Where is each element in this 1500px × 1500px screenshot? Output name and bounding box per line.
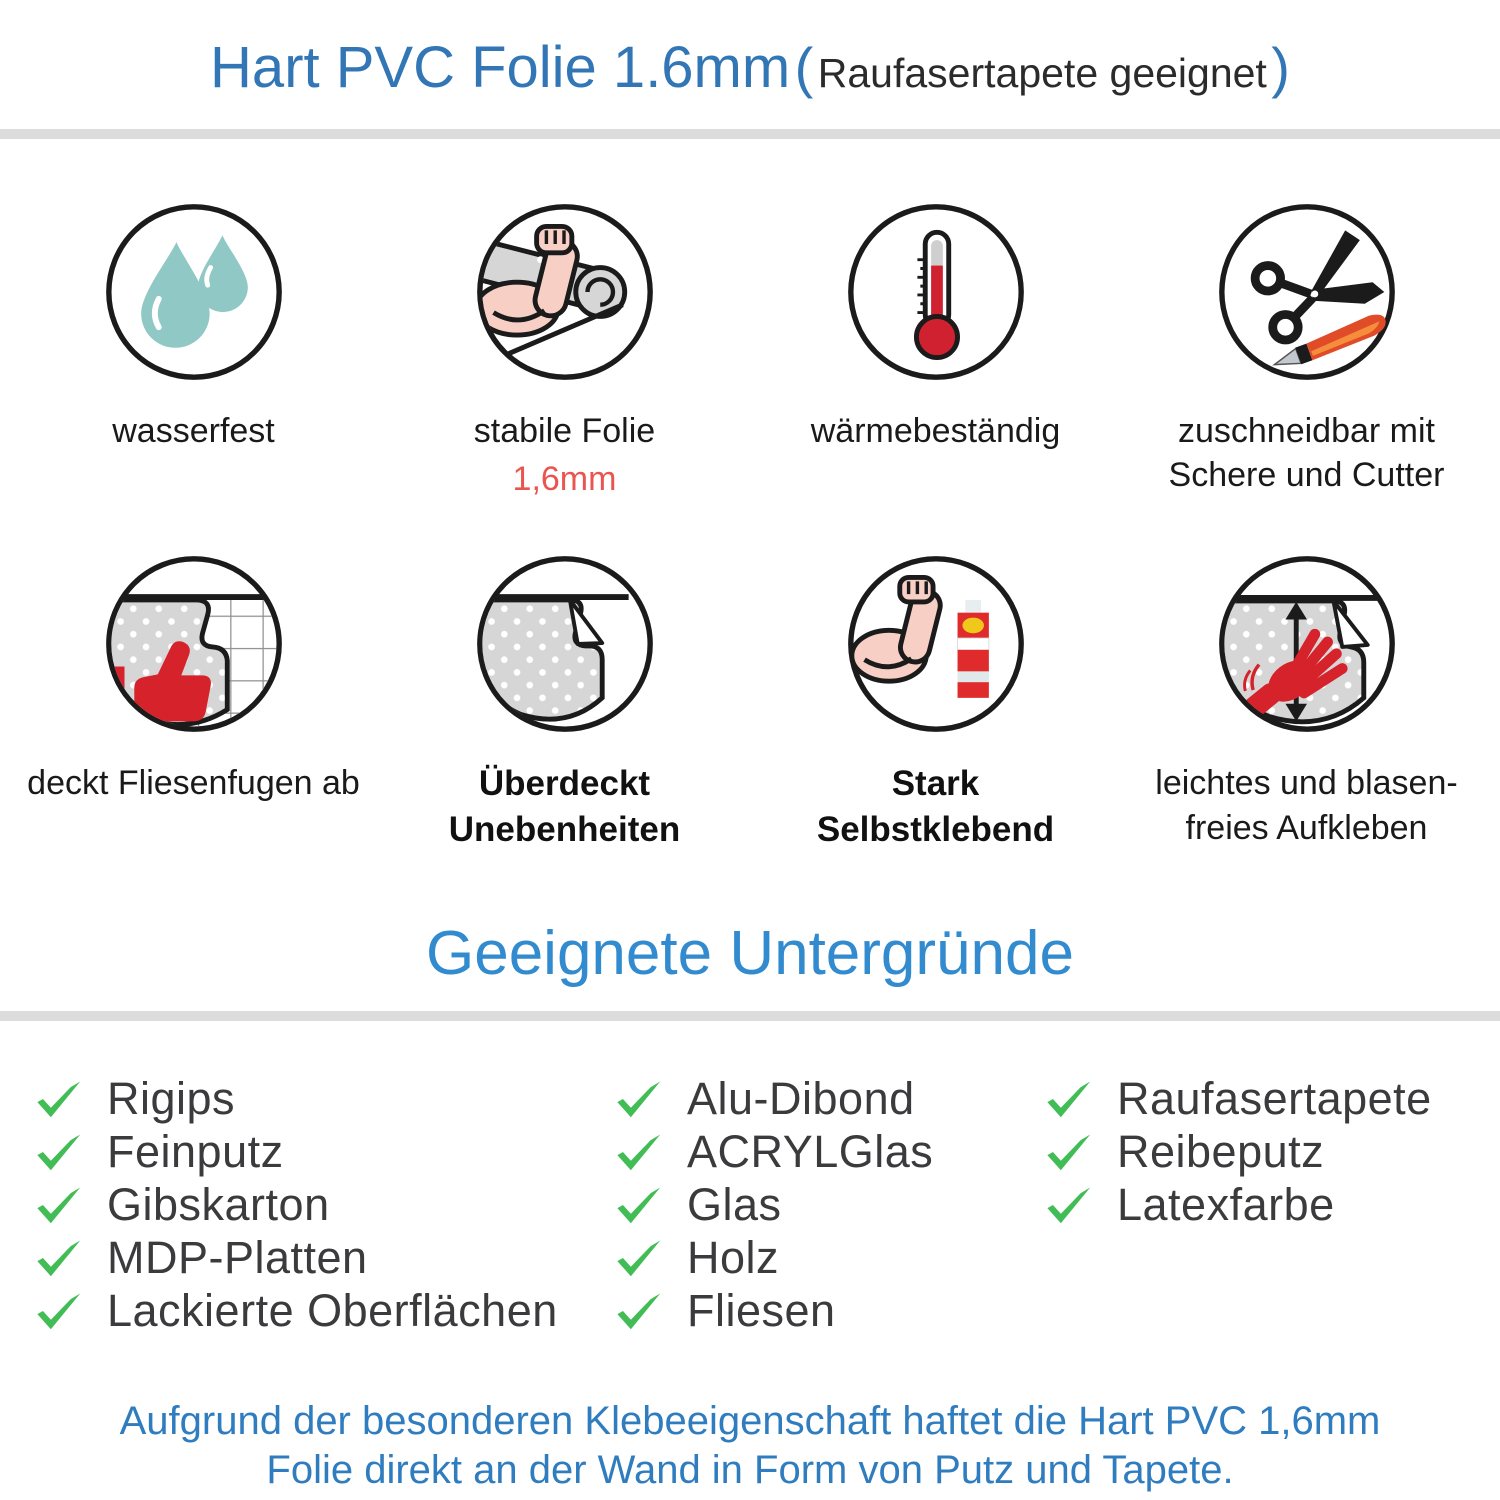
surface-label: Latexfarbe [1117,1179,1335,1231]
caption-line: Selbstklebend [816,809,1055,849]
feature-fliesenfugen [8,551,379,852]
water-drops-icon [101,199,287,385]
check-icon [35,1079,81,1119]
feature-caption [1169,409,1445,497]
caption-line: wasserfest [112,412,275,450]
arm-glue-icon [843,551,1029,737]
list-item [615,1126,934,1178]
feature-aufkleben [1121,551,1492,852]
caption-line: Unebenheiten [448,809,681,849]
surfaces-column-2 [615,1073,934,1337]
check-icon [35,1132,81,1172]
surfaces-heading: Geeignete Untergründe [425,919,1074,989]
check-icon [1045,1185,1091,1225]
tile-joints-thumb-icon [101,551,287,737]
features-grid [0,199,1500,852]
surface-label: Holz [687,1232,780,1284]
list-item [615,1232,933,1284]
check-icon [1045,1079,1091,1119]
check-icon [35,1291,81,1331]
feature-caption [474,409,655,501]
feature-stabile-folie [379,199,750,501]
list-item [1045,1073,1432,1125]
list-item [35,1232,558,1284]
check-icon [615,1291,661,1331]
foil-fold-icon [472,551,658,737]
feature-unebenheiten [379,551,750,852]
list-item [35,1073,558,1125]
hand-smoothing-icon [1214,551,1400,737]
list-item [615,1285,933,1337]
thermometer-icon [843,199,1029,385]
feature-zuschneidbar [1121,199,1492,501]
surface-label: Feinputz [107,1126,284,1178]
surfaces-list [0,1073,1500,1353]
surface-label: Lackierte Oberflächen [107,1285,558,1337]
caption-line: leichtes und blasen- [1155,764,1458,803]
check-icon [35,1238,81,1278]
list-item [615,1179,933,1231]
surfaces-column-1 [35,1073,558,1337]
surface-label: Fliesen [687,1285,836,1337]
list-item [615,1073,933,1125]
surface-label: Glas [687,1179,782,1231]
list-item [35,1285,558,1337]
title-paren-open: ( [794,36,814,99]
surface-label: Raufasertapete [1117,1073,1432,1125]
caption-line: deckt Fliesenfugen ab [27,764,360,803]
caption-line: Überdeckt [478,764,651,804]
surface-label: MDP-Platten [107,1232,368,1284]
list-item [35,1179,558,1231]
scissors-cutter-icon [1214,199,1400,385]
feature-selbstklebend [750,551,1121,852]
divider-middle [0,1011,1500,1021]
footer-note [0,1397,1500,1495]
feature-caption [811,409,1060,453]
caption-line: freies Aufkleben [1185,808,1428,847]
footer-line: Folie direkt an der Wand in Form von Putz und Tapete. [266,1448,1234,1493]
feature-caption [449,761,680,852]
caption-line: stabile Folie [473,412,656,450]
feature-caption [27,761,360,805]
surface-label: Alu-Dibond [687,1073,915,1125]
surface-label: ACRYLGlas [687,1126,934,1178]
caption-line: wärmebeständig [810,412,1061,450]
feature-wasserfest [8,199,379,501]
feature-caption [112,409,275,453]
check-icon [615,1079,661,1119]
list-item [1045,1126,1432,1178]
caption-line: Stark [891,764,980,804]
caption-highlight: 1,6mm [512,460,617,499]
surface-label: Gibskarton [107,1179,330,1231]
title-paren-close: ) [1271,36,1290,99]
title-text: Hart PVC Folie 1.6mm [210,35,791,100]
list-item [35,1126,558,1178]
feature-caption [1155,761,1457,849]
check-icon [615,1238,661,1278]
surface-label: Reibeputz [1117,1126,1325,1178]
check-icon [615,1185,661,1225]
divider-top [0,129,1500,139]
check-icon [615,1132,661,1172]
title-subtitle: Raufasertapete geeignet [817,50,1267,96]
surface-label: Rigips [107,1073,236,1125]
check-icon [35,1185,81,1225]
caption-line: zuschneidbar mit [1177,412,1435,450]
feature-caption [817,761,1054,852]
check-icon [1045,1132,1091,1172]
page-title [0,0,1500,101]
feature-waermebestaendig [750,199,1121,501]
list-item [1045,1179,1432,1231]
caption-line: Schere und Cutter [1168,456,1445,495]
strong-foil-icon [472,199,658,385]
surfaces-column-3 [1045,1073,1432,1231]
footer-line: Aufgrund der besonderen Klebeeigenschaft haftet die Hart PVC 1,6mm [119,1399,1381,1444]
